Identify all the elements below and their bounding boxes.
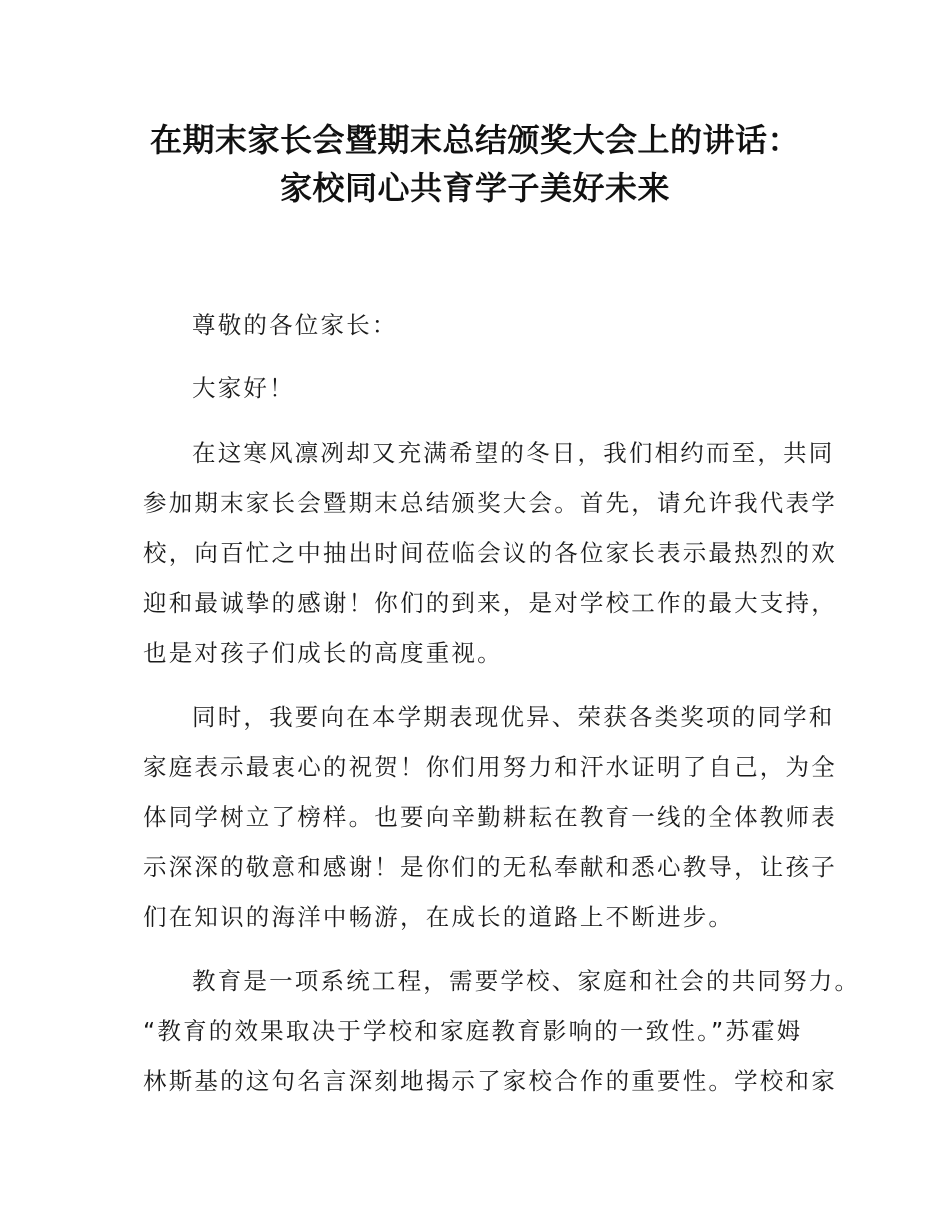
salutation: 尊敬的各位家长： <box>192 311 398 339</box>
paragraph-2-line-4: 示深深的敬意和感谢！是你们的无私奉献和悉心教导，让孩子 <box>143 853 837 881</box>
greeting: 大家好！ <box>192 374 295 402</box>
paragraph-2-line-2: 家庭表示最衷心的祝贺！你们用努力和汗水证明了自己，为全 <box>143 753 837 781</box>
document-title-line-1: 在期末家长会暨期末总结颁奖大会上的讲话： <box>149 121 800 159</box>
document-title-line-2: 家校同心共育学子美好未来 <box>279 169 670 207</box>
paragraph-2-line-1: 同时，我要向在本学期表现优异、荣获各类奖项的同学和 <box>192 703 835 731</box>
paragraph-1-line-1: 在这寒风凛冽却又充满希望的冬日，我们相约而至，共同 <box>192 439 835 467</box>
paragraph-3-line-1: 教育是一项系统工程，需要学校、家庭和社会的共同努力。 <box>192 967 861 995</box>
paragraph-1-line-3: 校，向百忙之中抽出时间莅临会议的各位家长表示最热烈的欢 <box>143 539 837 567</box>
paragraph-2-line-3: 体同学树立了榜样。也要向辛勤耕耘在教育一线的全体教师表 <box>143 803 837 831</box>
paragraph-3-line-3: 林斯基的这句名言深刻地揭示了家校合作的重要性。学校和家 <box>143 1067 837 1095</box>
paragraph-3-line-2: “教育的效果取决于学校和家庭教育影响的一致性。”苏霍姆 <box>143 1017 803 1045</box>
paragraph-1-line-2: 参加期末家长会暨期末总结颁奖大会。首先，请允许我代表学 <box>143 489 837 517</box>
paragraph-1-line-4: 迎和最诚挚的感谢！你们的到来，是对学校工作的最大支持， <box>143 589 837 617</box>
paragraph-2-line-5: 们在知识的海洋中畅游，在成长的道路上不断进步。 <box>143 903 735 931</box>
paragraph-1-line-5: 也是对孩子们成长的高度重视。 <box>143 639 503 667</box>
